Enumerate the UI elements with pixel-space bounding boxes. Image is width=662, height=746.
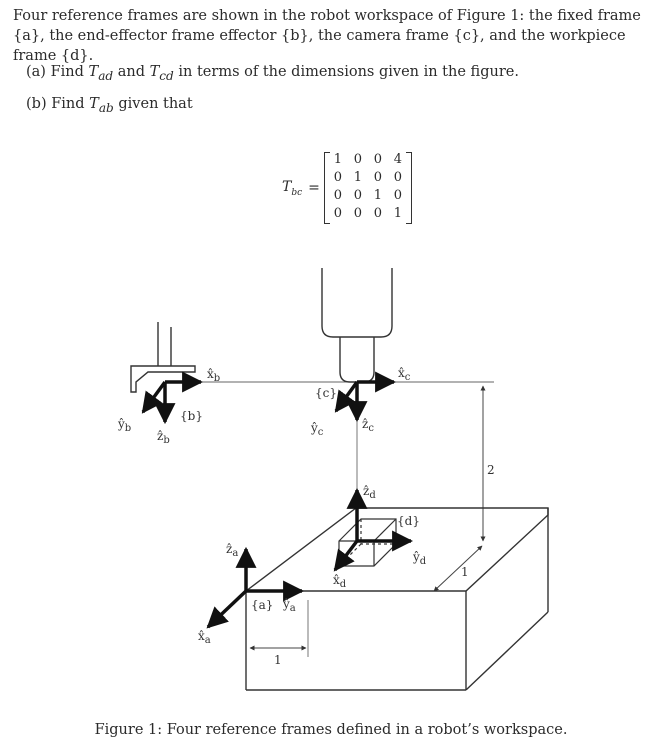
xa-label: $x̂_a$: [198, 629, 211, 646]
matrix-cell: 0: [353, 152, 363, 167]
zd-label: ẑ$_d$: [363, 484, 376, 501]
part-a-post: in terms of the dimensions given in the figure.: [178, 64, 519, 80]
matrix-cell: 0: [393, 188, 403, 203]
xc-label: $x̂_c$: [398, 366, 411, 383]
part-a-label: (a): [26, 64, 46, 80]
xa-axis: [208, 591, 246, 627]
t-cd-subscript: cd: [159, 68, 174, 83]
frame-b-name: {b}: [180, 409, 203, 423]
part-b-post: given that: [118, 96, 193, 112]
matrix-cell: 0: [333, 188, 343, 203]
t-ad-subscript: ad: [98, 68, 114, 83]
dim-vertical-label: 2: [487, 463, 495, 477]
dim-right-line: [434, 546, 482, 591]
yc-label: $ŷ_c$: [311, 421, 324, 438]
part-a-conj: and: [117, 64, 145, 80]
t-ab-subscript: ab: [98, 100, 114, 115]
t-ab-symbol: T: [89, 96, 99, 112]
yb-label: $ŷ_b$: [118, 417, 132, 434]
dim-right-label: 1: [461, 565, 469, 579]
matrix-cell: 0: [373, 152, 383, 167]
frame-d-name: {d}: [397, 514, 420, 528]
matrix-cell: 1: [393, 206, 403, 221]
matrix-cell: 0: [333, 206, 343, 221]
xb-label: $x̂_b$: [207, 367, 221, 384]
yb-axis: [143, 382, 165, 412]
ya-label: $ŷ_a$: [283, 597, 296, 614]
matrix-cell: 0: [353, 188, 363, 203]
frame-a-name: {a}: [251, 598, 274, 612]
zb-label: ẑ$_b$: [157, 429, 170, 446]
part-a-pre: Find: [50, 64, 84, 80]
yd-label: $ŷ_d$: [413, 550, 427, 567]
za-label: ẑ$_a$: [226, 542, 239, 559]
frame-c-name: {c}: [315, 386, 337, 400]
matrix-cell: 0: [333, 170, 343, 185]
figure-caption: Figure 1: Four reference frames defined in a robot’s workspace.: [94, 722, 568, 738]
matrix-cell: 0: [373, 170, 383, 185]
tbc-label: $T_{bc}$: [282, 178, 303, 198]
matrix-cell: 0: [393, 170, 403, 185]
yc-axis: [336, 382, 357, 411]
xd-label: $x̂_d$: [333, 573, 347, 590]
zc-label: ẑ$_c$: [362, 417, 374, 434]
matrix-cell: 4: [393, 152, 403, 167]
matrix-cell: 1: [373, 188, 383, 203]
dim-bottom-label: 1: [274, 653, 282, 667]
matrix-cell: 1: [333, 152, 343, 167]
table: [246, 508, 548, 690]
t-ad-symbol: T: [88, 64, 99, 80]
matrix-cell: 0: [353, 206, 363, 221]
problem-intro: Four reference frames are shown in the robot workspace of Figure 1: the fixed frame {a}, the end-effector frame effector {b}, the camera frame {c}, and the workpiece frame {d}.: [13, 8, 641, 64]
equals-sign: =: [308, 180, 320, 196]
matrix-cell: 0: [373, 206, 383, 221]
part-b-pre: Find: [51, 96, 85, 112]
matrix-cell: 1: [353, 170, 363, 185]
part-b-label: (b): [26, 96, 47, 112]
t-cd-symbol: T: [149, 64, 160, 80]
